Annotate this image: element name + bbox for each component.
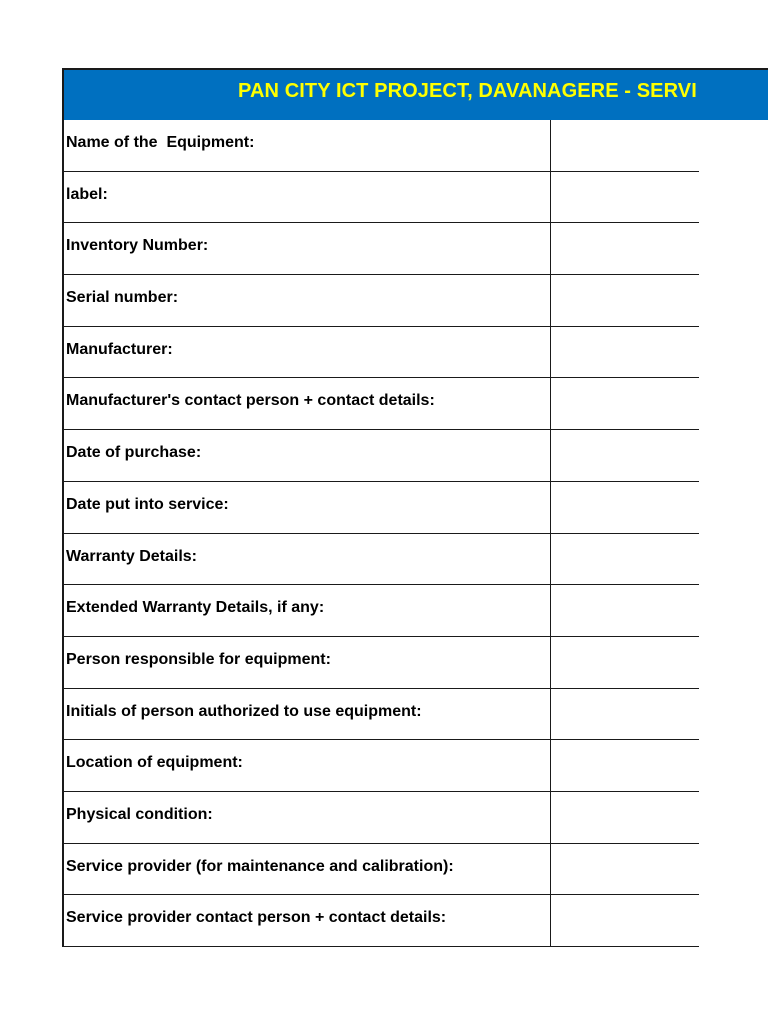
form-row [64,534,699,586]
field-label: Service provider contact person + contact details: [64,895,551,946]
field-label: Warranty Details: [64,534,551,585]
field-label: Extended Warranty Details, if any: [64,585,551,636]
form-title: PAN CITY ICT PROJECT, DAVANAGERE - SERVI [238,80,697,102]
form-title-bar [62,68,768,120]
form-row [64,378,699,430]
form-row [64,275,699,327]
field-label: Serial number: [64,275,551,326]
form-row [64,637,699,689]
field-value-cell[interactable] [551,689,699,740]
field-label: Date of purchase: [64,430,551,481]
form-row [64,172,699,224]
equipment-details-table [62,120,699,947]
field-value-cell[interactable] [551,430,699,481]
field-value-cell[interactable] [551,378,699,429]
field-label: Name of the Equipment: [64,120,551,171]
field-label: Initials of person authorized to use equipment: [64,689,551,740]
field-value-cell[interactable] [551,844,699,895]
form-row [64,689,699,741]
form-row [64,120,699,172]
field-value-cell[interactable] [551,327,699,378]
field-label: label: [64,172,551,223]
field-value-cell[interactable] [551,482,699,533]
form-row [64,844,699,896]
equipment-form-sheet [62,68,768,947]
field-label: Physical condition: [64,792,551,843]
field-value-cell[interactable] [551,534,699,585]
field-label: Service provider (for maintenance and calibration): [64,844,551,895]
field-value-cell[interactable] [551,740,699,791]
field-label: Person responsible for equipment: [64,637,551,688]
field-value-cell[interactable] [551,895,699,946]
form-row [64,585,699,637]
form-row [64,430,699,482]
field-label: Inventory Number: [64,223,551,274]
field-label: Date put into service: [64,482,551,533]
field-value-cell[interactable] [551,223,699,274]
form-row [64,792,699,844]
form-row [64,327,699,379]
form-row [64,482,699,534]
field-value-cell[interactable] [551,792,699,843]
field-label: Manufacturer: [64,327,551,378]
field-value-cell[interactable] [551,120,699,171]
form-row [64,740,699,792]
field-value-cell[interactable] [551,172,699,223]
field-label: Manufacturer's contact person + contact details: [64,378,551,429]
field-label: Location of equipment: [64,740,551,791]
field-value-cell[interactable] [551,585,699,636]
form-row [64,223,699,275]
field-value-cell[interactable] [551,275,699,326]
form-row [64,895,699,947]
field-value-cell[interactable] [551,637,699,688]
